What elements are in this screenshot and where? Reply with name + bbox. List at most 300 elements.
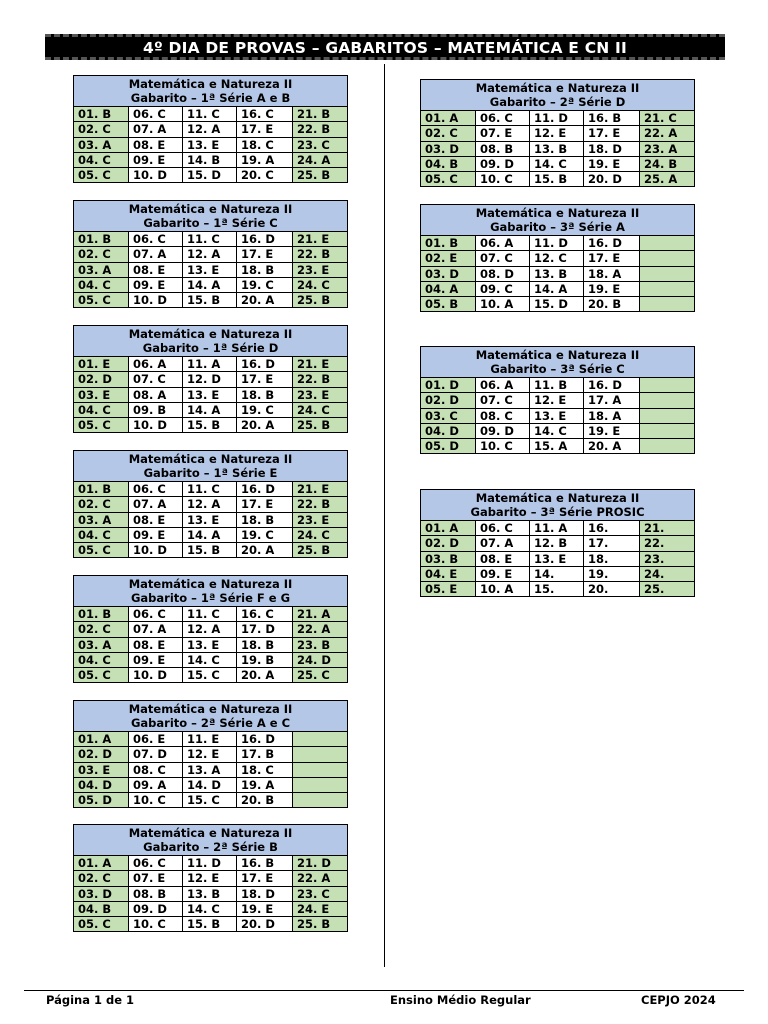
answer-cell: 11. A	[183, 357, 237, 372]
table-caption: Gabarito – 1ª Série F e G	[130, 591, 291, 605]
table-row	[74, 732, 348, 747]
table-row	[74, 497, 348, 512]
answer-cell: 05. D	[421, 439, 476, 454]
answer-cell: 01. D	[421, 378, 476, 393]
answer-cell: 12. A	[183, 247, 237, 262]
table-header	[421, 80, 695, 111]
answer-cell	[640, 236, 695, 251]
table-header	[421, 490, 695, 521]
column-divider	[384, 64, 385, 967]
table-row	[421, 172, 695, 187]
answer-cell: 17. D	[237, 622, 293, 637]
table-row	[74, 871, 348, 886]
answer-cell: 15. C	[183, 668, 237, 683]
answer-cell: 14. D	[183, 777, 237, 792]
answer-cell: 07. A	[476, 536, 530, 551]
table-subject: Matemática e Natureza II	[128, 76, 293, 91]
answer-cell: 05. C	[74, 418, 129, 433]
answer-cell: 22. A	[293, 622, 348, 637]
answer-cell: 07. A	[129, 247, 183, 262]
answer-cell: 03. A	[74, 512, 129, 527]
answer-cell: 07. C	[476, 393, 530, 408]
answer-cell: 04. C	[74, 527, 129, 542]
answer-key-table	[420, 346, 695, 454]
answer-cell: 18.	[584, 551, 640, 566]
answer-cell: 10. D	[129, 418, 183, 433]
answer-cell: 05. C	[74, 543, 129, 558]
answer-cell: 16. D	[584, 236, 640, 251]
answer-cell: 20. A	[237, 543, 293, 558]
answer-cell: 19.	[584, 566, 640, 581]
answer-cell: 10. A	[476, 582, 530, 597]
answer-cell: 11. D	[530, 236, 584, 251]
answer-cell: 01. A	[421, 111, 476, 126]
answer-cell: 10. A	[476, 297, 530, 312]
answer-cell: 10. C	[129, 793, 183, 808]
answer-cell: 03. D	[421, 266, 476, 281]
answer-cell	[293, 732, 348, 747]
answer-cell	[640, 439, 695, 454]
table-row	[74, 607, 348, 622]
answer-cell: 20. A	[237, 418, 293, 433]
answer-cell: 01. A	[74, 856, 129, 871]
answer-cell: 05. E	[421, 582, 476, 597]
table-row	[74, 262, 348, 277]
answer-cell: 20. D	[237, 917, 293, 932]
answer-cell: 03. E	[74, 387, 129, 402]
table-caption: Gabarito – 2ª Série A e C	[130, 716, 291, 730]
answer-cell: 09. E	[129, 527, 183, 542]
answer-cell: 23. E	[293, 387, 348, 402]
answer-cell: 11. C	[183, 607, 237, 622]
answer-cell: 23. A	[640, 141, 695, 156]
answer-cell: 08. B	[476, 141, 530, 156]
answer-cell: 24. D	[293, 652, 348, 667]
answer-cell: 18. C	[237, 762, 293, 777]
answer-cell: 05. B	[421, 297, 476, 312]
answer-cell: 08. B	[129, 886, 183, 901]
answer-cell: 03. A	[74, 262, 129, 277]
answer-cell: 17. A	[584, 393, 640, 408]
table-header	[74, 201, 348, 232]
answer-cell: 14. C	[530, 156, 584, 171]
answer-cell: 09. D	[476, 423, 530, 438]
answer-cell: 01. B	[421, 236, 476, 251]
table-row	[74, 482, 348, 497]
answer-cell: 15. C	[183, 793, 237, 808]
answer-cell: 16. D	[237, 357, 293, 372]
answer-cell: 14. A	[183, 402, 237, 417]
answer-cell: 17. E	[237, 122, 293, 137]
table-subject: Matemática e Natureza II	[128, 825, 293, 840]
answer-cell: 12. C	[530, 251, 584, 266]
answer-cell: 21. A	[293, 607, 348, 622]
answer-key-table	[73, 700, 348, 808]
answer-cell: 11. C	[183, 232, 237, 247]
table-row	[74, 622, 348, 637]
answer-cell: 03. C	[421, 408, 476, 423]
answer-cell: 10. D	[129, 293, 183, 308]
answer-cell: 10. D	[129, 668, 183, 683]
answer-cell: 02. C	[74, 622, 129, 637]
table-header	[421, 347, 695, 378]
table-row	[74, 402, 348, 417]
answer-cell: 24. C	[293, 277, 348, 292]
table-subject: Matemática e Natureza II	[475, 490, 640, 505]
table-row	[421, 236, 695, 251]
answer-cell: 11. D	[530, 111, 584, 126]
answer-cell: 01. B	[74, 607, 129, 622]
answer-cell	[640, 266, 695, 281]
answer-cell: 08. E	[129, 262, 183, 277]
answer-cell: 08. C	[129, 762, 183, 777]
answer-cell: 18. B	[237, 262, 293, 277]
answer-cell: 08. D	[476, 266, 530, 281]
answer-cell: 05. D	[74, 793, 129, 808]
answer-cell: 07. D	[129, 747, 183, 762]
answer-cell: 22. B	[293, 122, 348, 137]
answer-cell: 18. B	[237, 512, 293, 527]
answer-cell: 06. C	[129, 232, 183, 247]
answer-cell: 10. D	[129, 168, 183, 183]
answer-cell: 16. D	[584, 378, 640, 393]
answer-cell: 02. E	[421, 251, 476, 266]
answer-cell: 14. B	[183, 152, 237, 167]
table-row	[74, 277, 348, 292]
answer-cell: 16. D	[237, 482, 293, 497]
answer-cell: 13. E	[183, 637, 237, 652]
footer-page-number: Página 1 de 1	[46, 993, 135, 1007]
answer-cell: 04. D	[421, 423, 476, 438]
answer-cell: 15. B	[183, 293, 237, 308]
answer-cell: 14. A	[183, 277, 237, 292]
answer-cell: 25. B	[293, 917, 348, 932]
answer-cell: 07. A	[129, 122, 183, 137]
answer-cell: 12. A	[183, 622, 237, 637]
table-row	[421, 439, 695, 454]
table-row	[421, 251, 695, 266]
answer-cell: 04. B	[74, 901, 129, 916]
table-row	[74, 777, 348, 792]
table-row	[74, 137, 348, 152]
table-row	[421, 281, 695, 296]
answer-cell	[293, 777, 348, 792]
table-row	[421, 297, 695, 312]
answer-cell: 08. E	[476, 551, 530, 566]
table-subject: Matemática e Natureza II	[128, 326, 293, 341]
answer-cell: 05. C	[74, 668, 129, 683]
answer-cell: 09. D	[129, 901, 183, 916]
answer-cell: 01. E	[74, 357, 129, 372]
answer-cell: 12. E	[530, 126, 584, 141]
answer-cell: 14. A	[530, 281, 584, 296]
answer-cell: 06. A	[476, 378, 530, 393]
answer-cell	[640, 297, 695, 312]
answer-cell: 02. C	[74, 497, 129, 512]
answer-cell: 21. E	[293, 482, 348, 497]
table-row	[74, 668, 348, 683]
answer-cell	[640, 281, 695, 296]
answer-cell: 15. A	[530, 439, 584, 454]
answer-cell	[640, 378, 695, 393]
table-row	[421, 408, 695, 423]
answer-cell: 18. D	[237, 886, 293, 901]
answer-cell: 08. E	[129, 512, 183, 527]
answer-cell: 16.	[584, 521, 640, 536]
answer-cell: 07. E	[476, 126, 530, 141]
answer-cell: 10. D	[129, 543, 183, 558]
table-row	[421, 566, 695, 581]
answer-cell: 04. C	[74, 152, 129, 167]
answer-cell: 24. C	[293, 527, 348, 542]
answer-cell: 09. E	[129, 152, 183, 167]
answer-cell	[640, 423, 695, 438]
answer-cell: 12. A	[183, 497, 237, 512]
page-title-bar	[45, 34, 725, 60]
footer-school: CEPJO 2024	[641, 993, 716, 1007]
answer-cell: 13. E	[183, 137, 237, 152]
answer-cell: 14. C	[183, 901, 237, 916]
answer-cell: 05. C	[74, 168, 129, 183]
answer-cell: 04. D	[74, 777, 129, 792]
answer-cell: 15. D	[530, 297, 584, 312]
table-row	[74, 917, 348, 932]
answer-cell: 21. E	[293, 357, 348, 372]
answer-cell: 19. C	[237, 402, 293, 417]
answer-cell: 24. A	[293, 152, 348, 167]
answer-key-table	[73, 75, 348, 183]
answer-cell: 08. C	[476, 408, 530, 423]
answer-cell: 13. B	[530, 141, 584, 156]
answer-cell: 15. B	[183, 917, 237, 932]
answer-cell: 20. A	[584, 439, 640, 454]
table-subject: Matemática e Natureza II	[128, 576, 293, 591]
table-row	[421, 111, 695, 126]
answer-cell: 19. E	[584, 281, 640, 296]
answer-cell: 06. C	[129, 107, 183, 122]
answer-cell: 20. B	[237, 793, 293, 808]
answer-cell: 19. E	[584, 156, 640, 171]
answer-cell: 03. A	[74, 137, 129, 152]
table-row	[74, 232, 348, 247]
answer-cell: 20. D	[584, 172, 640, 187]
answer-key-table	[73, 824, 348, 932]
answer-cell: 04. A	[421, 281, 476, 296]
table-header	[74, 451, 348, 482]
table-row	[74, 152, 348, 167]
table-row	[74, 372, 348, 387]
answer-cell: 12. E	[530, 393, 584, 408]
table-row	[74, 886, 348, 901]
answer-cell: 05. C	[74, 293, 129, 308]
answer-cell: 22. B	[293, 247, 348, 262]
table-header	[74, 576, 348, 607]
answer-key-table	[73, 325, 348, 433]
answer-cell: 10. C	[476, 439, 530, 454]
answer-cell: 03. D	[74, 886, 129, 901]
table-row	[74, 247, 348, 262]
answer-cell: 12. E	[183, 871, 237, 886]
answer-cell: 19. A	[237, 777, 293, 792]
answer-cell: 12. E	[183, 747, 237, 762]
answer-cell: 09. E	[129, 652, 183, 667]
answer-cell: 08. A	[129, 387, 183, 402]
table-row	[421, 536, 695, 551]
table-row	[74, 856, 348, 871]
answer-cell: 03. E	[74, 762, 129, 777]
answer-cell: 01. A	[421, 521, 476, 536]
answer-cell: 25. B	[293, 168, 348, 183]
answer-cell: 06. A	[476, 236, 530, 251]
table-subject: Matemática e Natureza II	[128, 201, 293, 216]
answer-cell	[640, 408, 695, 423]
answer-cell: 25. B	[293, 543, 348, 558]
answer-cell: 12. D	[183, 372, 237, 387]
answer-cell: 23.	[640, 551, 695, 566]
answer-cell: 06. C	[476, 521, 530, 536]
answer-cell: 19. A	[237, 152, 293, 167]
answer-cell: 19. E	[584, 423, 640, 438]
table-row	[74, 747, 348, 762]
answer-cell: 13. E	[183, 387, 237, 402]
table-row	[74, 168, 348, 183]
answer-cell: 06. C	[129, 482, 183, 497]
table-row	[421, 423, 695, 438]
answer-cell: 20. B	[584, 297, 640, 312]
table-row	[421, 521, 695, 536]
answer-cell: 06. C	[129, 856, 183, 871]
answer-cell: 18. D	[584, 141, 640, 156]
answer-cell: 07. E	[129, 871, 183, 886]
answer-cell: 22. B	[293, 372, 348, 387]
table-header	[74, 326, 348, 357]
answer-cell: 17. E	[237, 497, 293, 512]
answer-cell: 05. C	[421, 172, 476, 187]
answer-cell: 20. A	[237, 668, 293, 683]
table-subject: Matemática e Natureza II	[475, 205, 640, 220]
answer-cell: 07. C	[129, 372, 183, 387]
answer-cell: 13. B	[183, 886, 237, 901]
answer-cell: 12. A	[183, 122, 237, 137]
table-row	[421, 141, 695, 156]
table-subject: Matemática e Natureza II	[475, 80, 640, 95]
answer-cell: 16. B	[237, 856, 293, 871]
table-caption: Gabarito – 2ª Série B	[143, 840, 278, 854]
answer-cell: 02. C	[74, 122, 129, 137]
answer-cell: 22. B	[293, 497, 348, 512]
answer-cell: 19. C	[237, 527, 293, 542]
answer-cell: 23. E	[293, 512, 348, 527]
answer-cell: 18. C	[237, 137, 293, 152]
answer-cell: 17. E	[584, 251, 640, 266]
answer-cell: 25. B	[293, 418, 348, 433]
answer-key-table	[73, 200, 348, 308]
answer-cell: 06. C	[476, 111, 530, 126]
answer-cell: 18. A	[584, 408, 640, 423]
answer-cell: 11. B	[530, 378, 584, 393]
table-row	[74, 527, 348, 542]
answer-cell: 21.	[640, 521, 695, 536]
answer-cell: 21. D	[293, 856, 348, 871]
answer-cell: 13. B	[530, 266, 584, 281]
table-row	[421, 582, 695, 597]
answer-cell: 19. B	[237, 652, 293, 667]
page-title: 4º DIA DE PROVAS – GABARITOS – MATEMÁTICA E CN II	[143, 39, 627, 57]
answer-cell: 04. E	[421, 566, 476, 581]
answer-cell: 19. C	[237, 277, 293, 292]
answer-cell: 06. E	[129, 732, 183, 747]
answer-cell: 22.	[640, 536, 695, 551]
answer-cell: 06. A	[129, 357, 183, 372]
answer-cell: 14.	[530, 566, 584, 581]
answer-cell: 03. D	[421, 141, 476, 156]
table-caption: Gabarito – 1ª Série E	[143, 466, 278, 480]
table-caption: Gabarito – 3ª Série A	[490, 220, 625, 234]
answer-cell: 14. C	[183, 652, 237, 667]
answer-cell: 19. E	[237, 901, 293, 916]
answer-cell: 17. E	[237, 372, 293, 387]
answer-cell: 16. C	[237, 107, 293, 122]
answer-cell: 02. C	[421, 126, 476, 141]
footer-course: Ensino Médio Regular	[390, 993, 531, 1007]
table-row	[421, 156, 695, 171]
answer-cell: 13. A	[183, 762, 237, 777]
answer-cell: 17.	[584, 536, 640, 551]
answer-cell: 25. C	[293, 668, 348, 683]
answer-cell: 14. A	[183, 527, 237, 542]
footer-rule	[24, 990, 744, 991]
table-row	[421, 126, 695, 141]
answer-cell: 13. E	[183, 262, 237, 277]
answer-cell: 16. C	[237, 607, 293, 622]
answer-cell: 21. E	[293, 232, 348, 247]
answer-cell: 15.	[530, 582, 584, 597]
answer-cell: 07. A	[129, 497, 183, 512]
answer-cell: 16. D	[237, 732, 293, 747]
answer-cell: 21. B	[293, 107, 348, 122]
answer-cell: 04. C	[74, 402, 129, 417]
answer-cell: 23. E	[293, 262, 348, 277]
answer-cell: 02. D	[421, 393, 476, 408]
answer-cell: 15. B	[183, 418, 237, 433]
answer-cell: 16. D	[237, 232, 293, 247]
answer-cell: 23. B	[293, 637, 348, 652]
answer-cell: 17. E	[237, 871, 293, 886]
answer-cell: 01. B	[74, 482, 129, 497]
answer-cell: 17. E	[584, 126, 640, 141]
answer-cell: 02. C	[74, 871, 129, 886]
answer-cell: 09. E	[129, 277, 183, 292]
answer-cell: 13. E	[530, 408, 584, 423]
answer-cell: 05. C	[74, 917, 129, 932]
table-row	[74, 293, 348, 308]
answer-cell: 03. A	[74, 637, 129, 652]
answer-cell: 11. A	[530, 521, 584, 536]
answer-cell	[640, 393, 695, 408]
table-row	[74, 637, 348, 652]
answer-cell: 24.	[640, 566, 695, 581]
table-caption: Gabarito – 3ª Série C	[490, 362, 625, 376]
answer-cell: 15. D	[183, 168, 237, 183]
table-row	[421, 393, 695, 408]
table-row	[74, 901, 348, 916]
answer-cell: 06. C	[129, 607, 183, 622]
answer-key-table	[420, 489, 695, 597]
table-row	[74, 107, 348, 122]
table-row	[74, 762, 348, 777]
answer-key-table	[73, 450, 348, 558]
answer-cell: 09. A	[129, 777, 183, 792]
